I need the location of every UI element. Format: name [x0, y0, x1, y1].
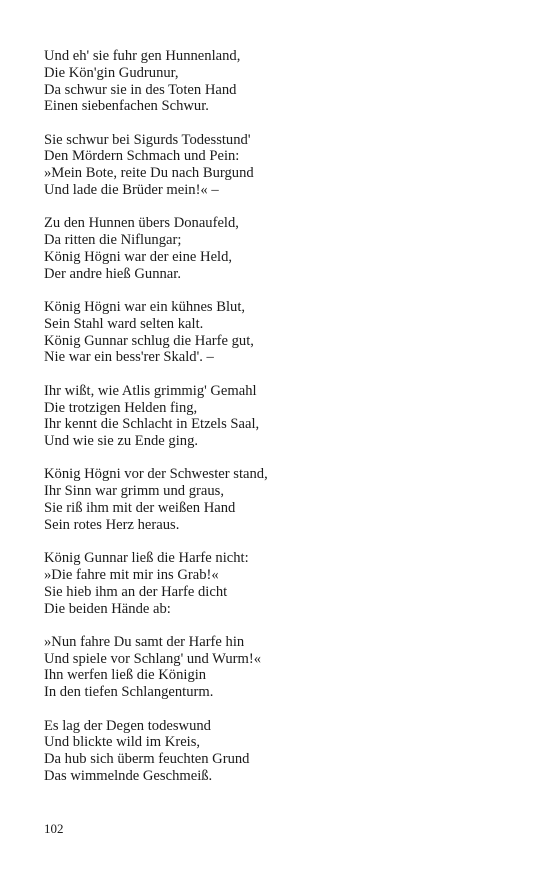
poem-line: Und spiele vor Schlang' und Wurm!«: [44, 650, 261, 667]
poem-line: König Högni vor der Schwester stand,: [44, 466, 268, 483]
poem-line: Da ritten die Niflungar;: [44, 232, 182, 249]
poem-line: Die trotzigen Helden fing,: [44, 399, 198, 416]
poem-body: [44, 48, 514, 801]
poem-line: Sein rotes Herz heraus.: [44, 516, 180, 533]
stanza: [44, 634, 514, 701]
page-number: 102: [44, 821, 64, 836]
poem-line: Zu den Hunnen übers Donaufeld,: [44, 215, 239, 232]
poem-line: »Nun fahre Du samt der Harfe hin: [44, 633, 245, 650]
stanza: [44, 383, 514, 450]
poem-line: Nie war ein bess'rer Skald'. –: [44, 349, 214, 366]
poem-line: König Gunnar ließ die Harfe nicht:: [44, 550, 249, 567]
poem-line: Da hub sich überm feuchten Grund: [44, 751, 250, 768]
poem-line: Da schwur sie in des Toten Hand: [44, 81, 237, 98]
poem-line: Einen siebenfachen Schwur.: [44, 98, 209, 115]
poem-line: Sie hieb ihm an der Harfe dicht: [44, 583, 228, 600]
poem-line: Sein Stahl ward selten kalt.: [44, 315, 204, 332]
stanza: [44, 718, 514, 785]
poem-line: »Die fahre mit mir ins Grab!«: [44, 566, 219, 583]
poem-line: Die beiden Hände ab:: [44, 600, 171, 617]
poem-line: Ihr Sinn war grimm und graus,: [44, 483, 224, 500]
poem-line: Und eh' sie fuhr gen Hunnenland,: [44, 48, 241, 64]
stanza: [44, 132, 514, 199]
poem-line: König Gunnar schlug die Harfe gut,: [44, 332, 254, 349]
poem-line: Ihr wißt, wie Atlis grimmig' Gemahl: [44, 382, 257, 399]
poem-line: Ihr kennt die Schlacht in Etzels Saal,: [44, 416, 260, 433]
poem-line: König Högni war ein kühnes Blut,: [44, 299, 246, 316]
stanza: [44, 48, 514, 115]
poem-line: In den tiefen Schlangenturm.: [44, 684, 214, 701]
poem-line: König Högni war der eine Held,: [44, 248, 233, 265]
poem-line: Der andre hieß Gunnar.: [44, 265, 181, 282]
poem-line: Den Mördern Schmach und Pein:: [44, 148, 240, 165]
poem-line: Und wie sie zu Ende ging.: [44, 433, 199, 450]
stanza: [44, 299, 514, 366]
poem-line: Ihn werfen ließ die Königin: [44, 667, 207, 684]
stanza: [44, 550, 514, 617]
stanza: [44, 466, 514, 533]
poem-line: Sie riß ihm mit der weißen Hand: [44, 500, 236, 517]
poem-line: Und blickte wild im Kreis,: [44, 734, 201, 751]
poem-line: Und lade die Brüder mein!« –: [44, 182, 219, 199]
stanza: [44, 215, 514, 282]
poem-line: Es lag der Degen todeswund: [44, 717, 211, 734]
poem-line: »Mein Bote, reite Du nach Burgund: [44, 165, 254, 182]
poem-line: Sie schwur bei Sigurds Todesstund': [44, 131, 251, 148]
poem-line: Das wimmelnde Geschmeiß.: [44, 767, 213, 784]
poem-line: Die Kön'gin Gudrunur,: [44, 64, 179, 81]
